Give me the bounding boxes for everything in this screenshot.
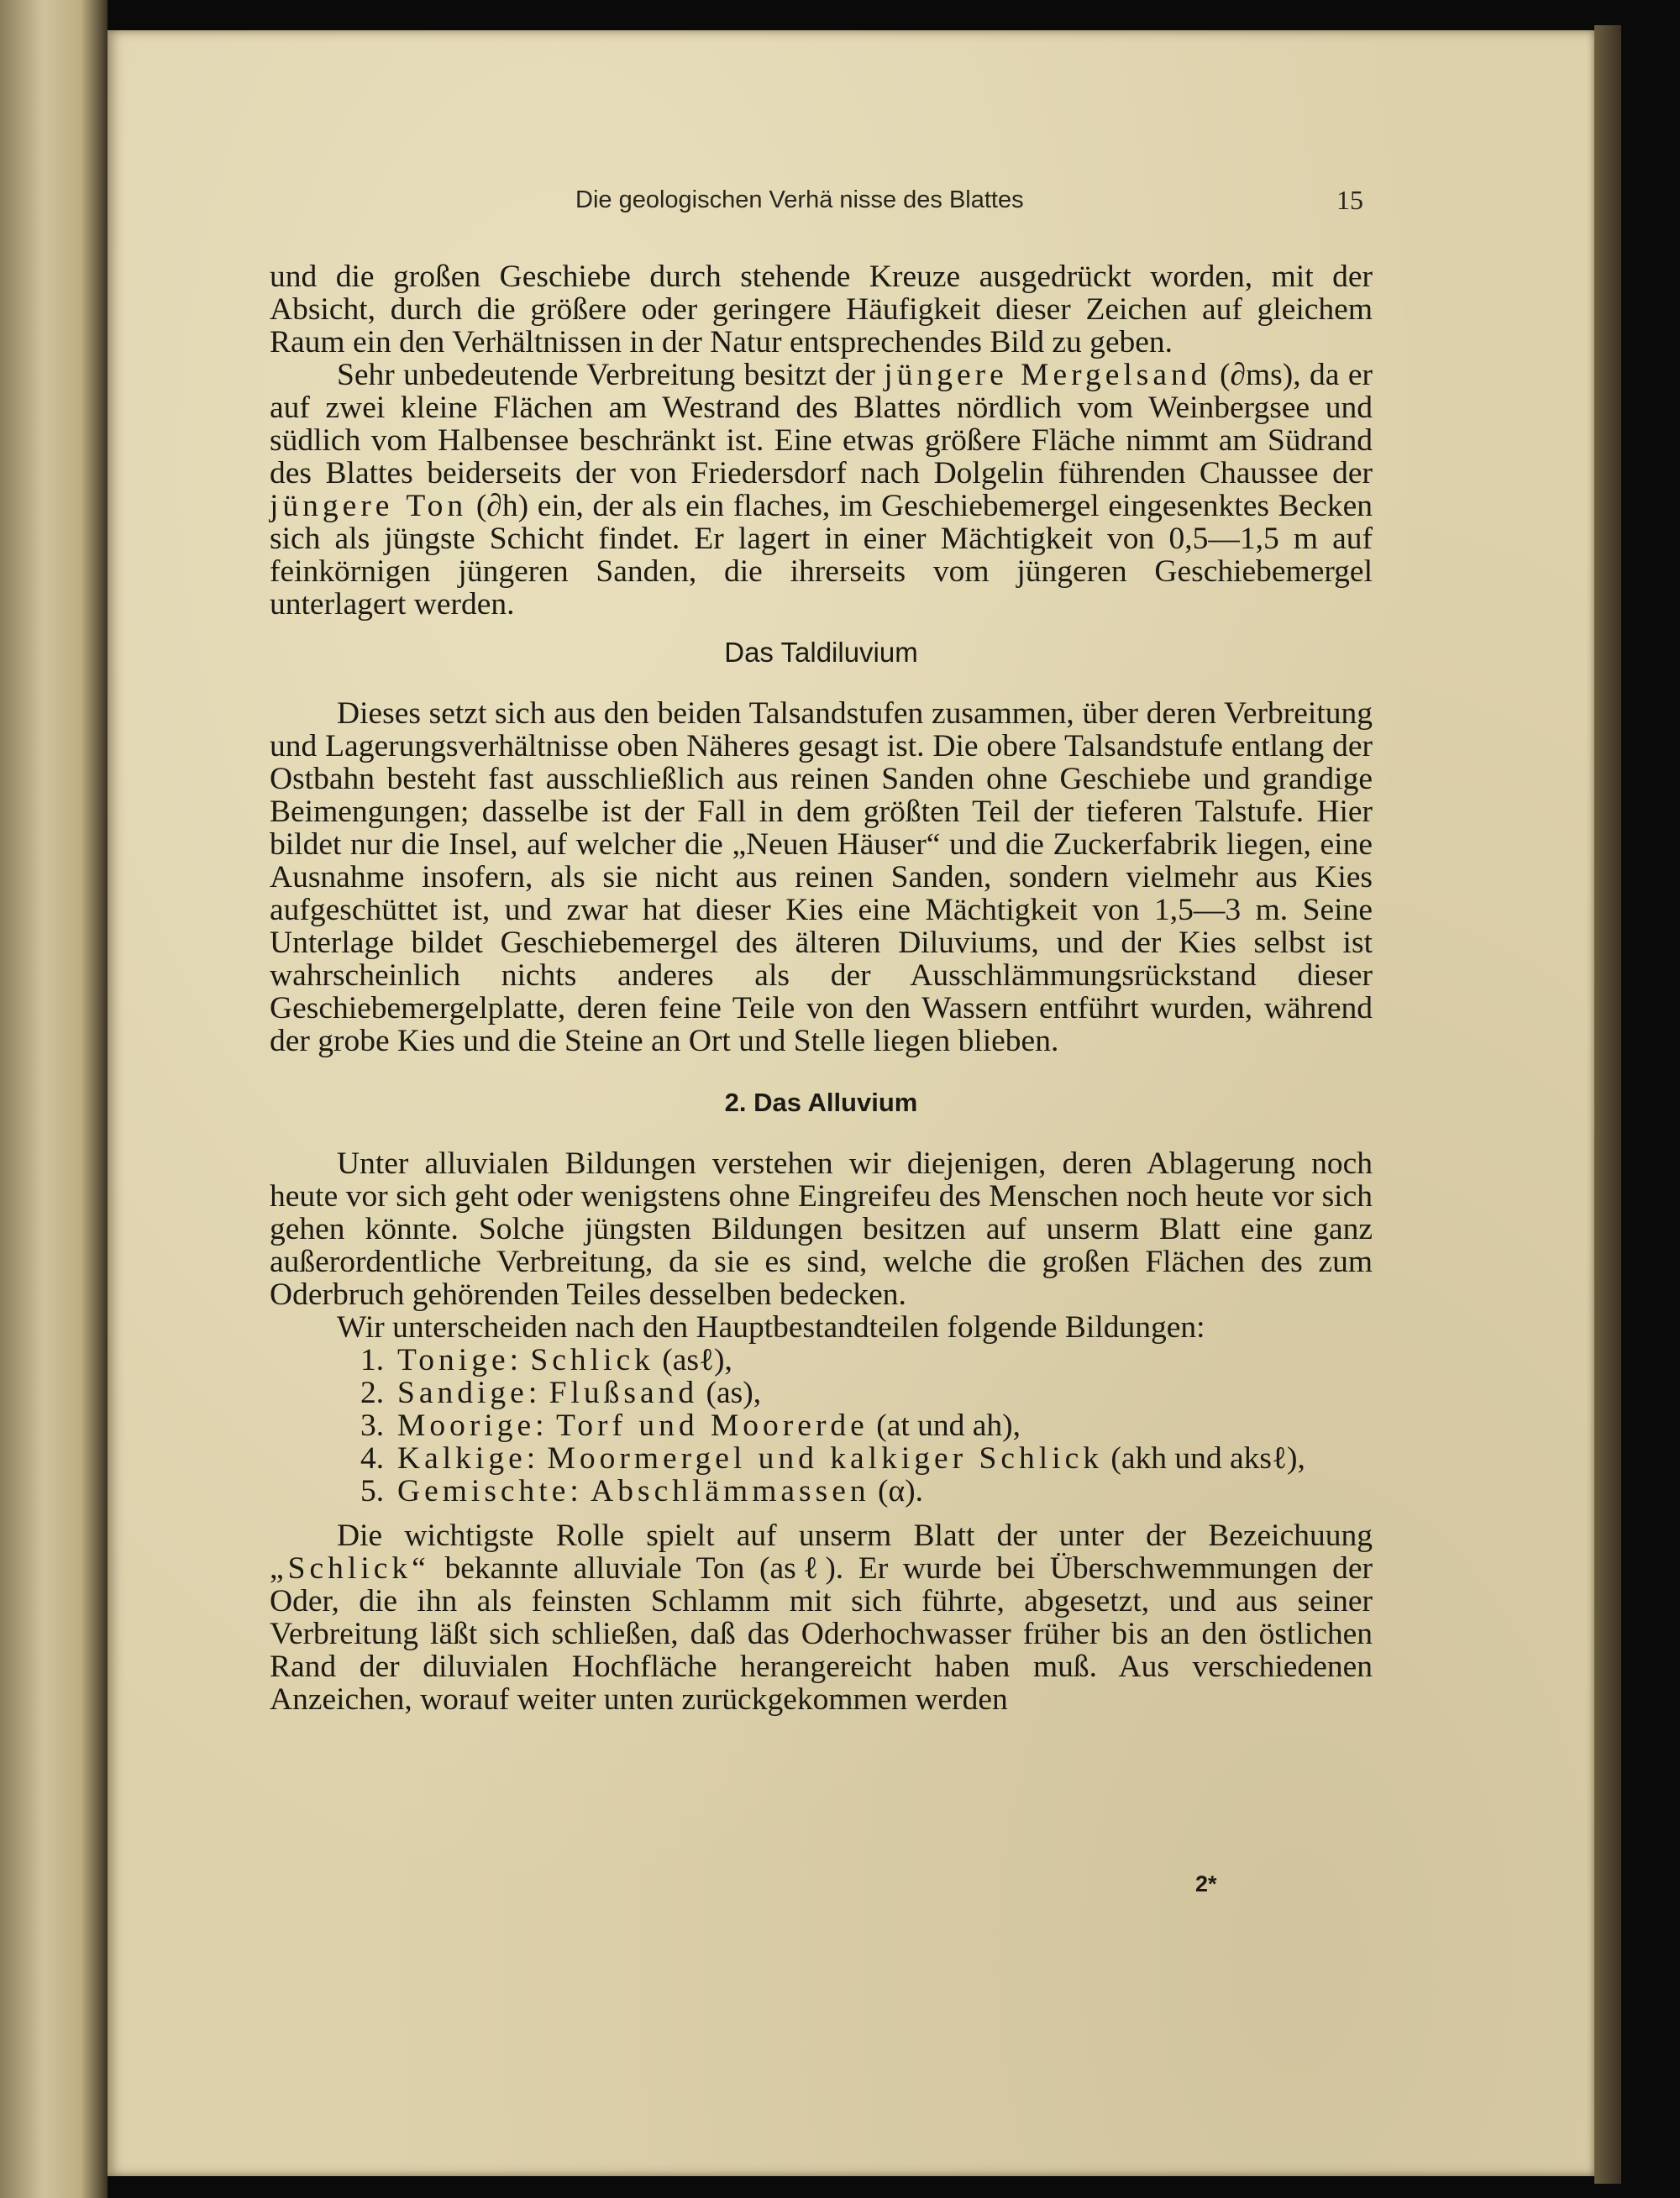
paragraph-6 <box>270 1519 1373 1716</box>
term-schlick: „Schlick“ <box>270 1551 430 1586</box>
term-juengerer-mergelsand: jüngere Mergelsand <box>884 358 1211 392</box>
running-header: Die geologischen Verhä nisse des Blattes <box>575 186 1024 213</box>
paragraph-2-end: (∂h) ein, der als ein flaches, im Geschiebemergel eingesenktes Becken sich als jüngste Schicht findet. Er lagert in einer Mächtigkeit von 0,5—1,5 m auf feinkörnigen jüngeren Sanden, die ihrerseits vom jüngeren Geschiebemergel unterlagert werden. <box>270 489 1373 622</box>
paragraph-4: Unter alluvialen Bildungen verstehen wir diejenigen, deren Ablagerung noch heute vor sich geht oder wenigstens ohne Eingreifeu des Menschen noch heute vor sich gehen könnte. Solche jüngsten Bildungen besitzen auf unserm Blatt eine ganz außerordentliche Verbreitung, da sie es sind, welche die großen Flächen des zum Oderbruch gehörenden Teiles desselben bedecken. <box>270 1146 1373 1312</box>
paragraph-6-start: Die wichtigste Rolle spielt auf unserm Blatt der unter der Bezeichuung <box>337 1519 1373 1553</box>
paragraph-5: Wir unterscheiden nach den Hauptbestandteilen folgende Bildungen: <box>337 1310 1205 1345</box>
list-item: 1. Tonige: Schlick (asℓ), <box>360 1343 732 1377</box>
right-page-edge <box>1594 25 1621 2184</box>
body-text <box>270 260 1373 1716</box>
list-item: 3. Moorige: Torf und Moorerde (at und ah), <box>360 1409 1021 1443</box>
left-page-edge <box>0 0 108 2198</box>
paragraph-2-mid: (∂ms), da er auf zwei kleine Flächen am Westrand des Blattes nördlich vom Weinbergsee und südlich vom Halbensee beschränkt ist. Eine etwas größere Fläche nimmt am Südrand des Blattes beiderseits der von Friedersdorf nach Dolgelin führenden Chaussee der <box>270 358 1373 490</box>
formation-list <box>270 1344 1373 1508</box>
paragraph-2 <box>270 359 1373 621</box>
heading-alluvium: 2. Das Alluvium <box>724 1088 918 1117</box>
list-item: 4. Kalkige: Moormergel und kalkiger Schlick (akh und aksℓ), <box>360 1441 1305 1476</box>
heading-taldiluvium: Das Taldiluvium <box>724 637 918 668</box>
paragraph-6-end: bekannte alluviale Ton (asℓ). Er wurde bei Überschwemmungen der Oder, die ihn als feinsten Schlamm mit sich führte, abgesetzt, und aus seiner Verbreitung läßt sich schließen, daß das Oderhochwasser früher bis an den östlichen Rand der diluvialen Hochfläche herangereicht haben muß. Aus verschiedenen Anzeichen, worauf weiter unten zurückgekommen werden <box>270 1551 1373 1717</box>
paragraph-3: Dieses setzt sich aus den beiden Talsandstufen zusammen, über deren Verbreitung und Lagerungsverhältnisse oben Näheres gesagt ist. Die obere Talsandstufe entlang der Ostbahn besteht fast ausschließlich aus reinen Sanden ohne Geschiebe und grandige Beimengungen; dasselbe ist der Fall in dem größten Teil der tieferen Talstufe. Hier bildet nur die Insel, auf welcher die „Neuen Häuser“ und die Zuckerfabrik liegen, eine Ausnahme insofern, als sie nicht aus reinen Sanden, sondern vielmehr aus Kies aufgeschüttet ist, und zwar hat dieser Kies eine Mächtigkeit von 1,5—3 m. Seine Unterlage bildet Geschiebemergel des älteren Diluviums, und der Kies selbst ist wahrscheinlich nichts anderes als der Ausschlämmungsrückstand dieser Geschiebemergelplatte, deren feine Teile von den Wassern entführt wurden, während der grobe Kies und die Steine an Ort und Stelle liegen blieben. <box>270 696 1373 1058</box>
page-number: 15 <box>1336 185 1363 215</box>
paragraph-2-start: Sehr unbedeutende Verbreitung besitzt der <box>337 358 875 392</box>
list-item: 5. Gemischte: Abschlämmassen (α). <box>360 1474 923 1508</box>
signature-mark: 2* <box>1195 1871 1217 1896</box>
term-juengerer-ton: jüngere Ton <box>270 489 468 523</box>
list-item: 2. Sandige: Flußsand (as), <box>360 1376 762 1410</box>
paragraph-1: und die großen Geschiebe durch stehende Kreuze ausgedrückt worden, mit der Absicht, durch die größere oder geringere Häufigkeit dieser Zeichen auf gleichem Raum ein den Verhältnissen in der Natur entsprechendes Bild zu geben. <box>270 260 1373 359</box>
